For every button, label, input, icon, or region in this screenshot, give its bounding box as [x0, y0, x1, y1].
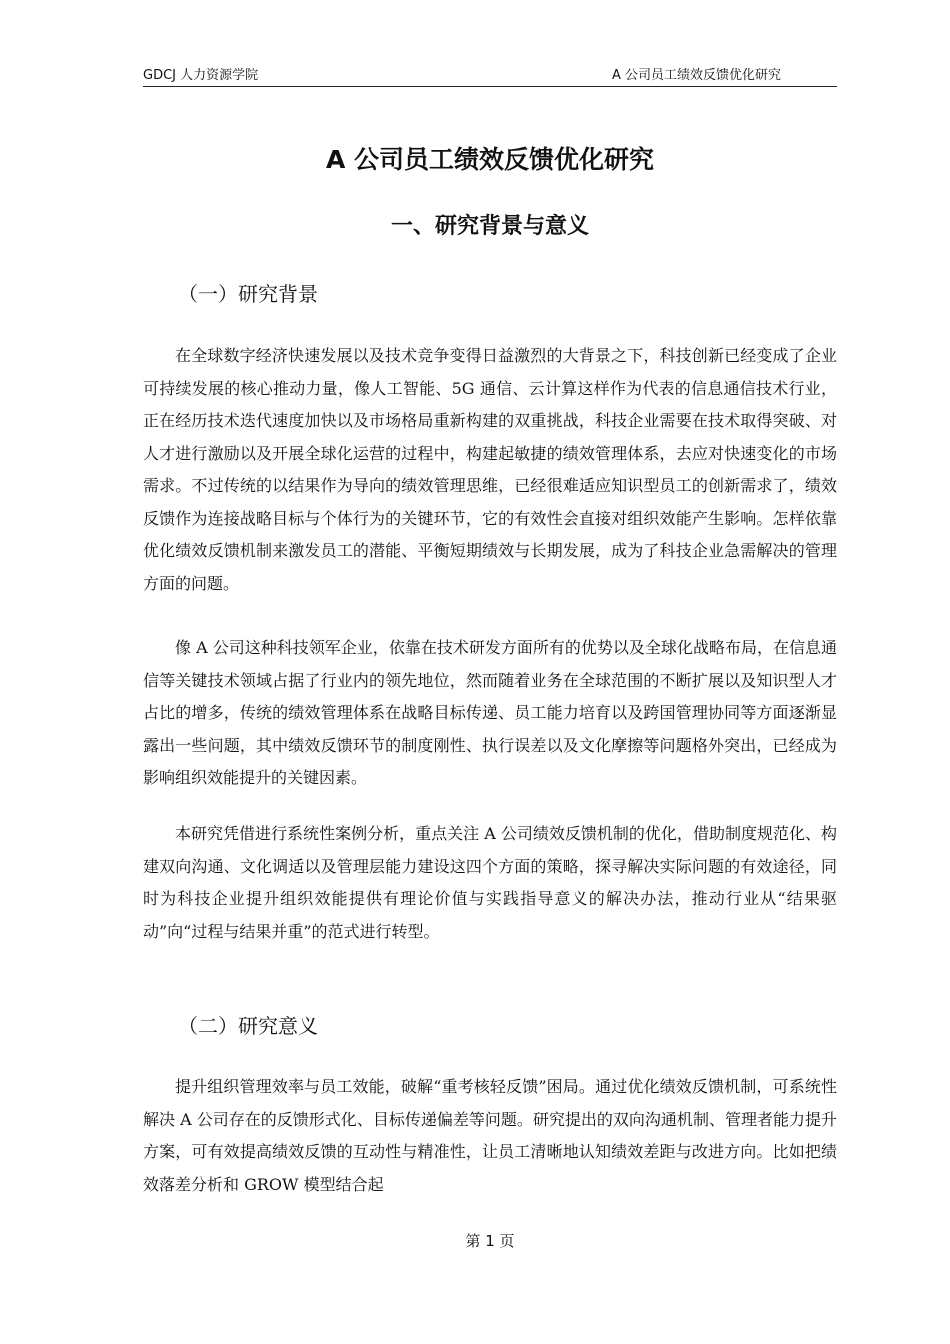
page-number: 第 1 页: [465, 1232, 515, 1250]
running-header: [143, 66, 837, 87]
header-doc-title: A 公司员工绩效反馈优化研究: [611, 68, 781, 83]
section-heading: 一、研究背景与意义: [390, 214, 589, 239]
paragraph: 提升组织管理效率与员工效能，破解“重考核轻反馈”困局。通过优化绩效反馈机制，可系统性解决 A 公司存在的反馈形式化、目标传递偏差等问题。研究提出的双向沟通机制、管理者能力提升方案，可有效提高绩效反馈的互动性与精准性，让员工清晰地认知绩效差距与改进方向。比如把绩效落差分析和 GROW 模型结合起: [143, 1077, 837, 1194]
paragraph: 在全球数字经济快速发展以及技术竞争变得日益激烈的大背景之下，科技创新已经变成了企业可持续发展的核心推动力量，像人工智能、5G 通信、云计算这样作为代表的信息通信技术行业，正在经历技术迭代速度加快以及市场格局重新构建的双重挑战，科技企业需要在技术取得突破、对人才进行激励以及开展全球化运营的过程中，构建起敏捷的绩效管理体系，去应对快速变化的市场需求。不过传统的以结果作为导向的绩效管理思维，已经很难适应知识型员工的创新需求了，绩效反馈作为连接战略目标与个体行为的关键环节，它的有效性会直接对组织效能产生影响。怎样依靠优化绩效反馈机制来激发员工的潜能、平衡短期绩效与长期发展，成为了科技企业急需解决的管理方面的问题。: [143, 346, 837, 593]
header-institution: GDCJ 人力资源学院: [143, 68, 259, 83]
document-title: A 公司员工绩效反馈优化研究: [325, 145, 655, 174]
subsection-heading-background: （一）研究背景: [178, 282, 318, 306]
paragraph: 本研究凭借进行系统性案例分析，重点关注 A 公司绩效反馈机制的优化，借助制度规范化、构建双向沟通、文化调适以及管理层能力建设这四个方面的策略，探寻解决实际问题的有效途径，同时为科技企业提升组织效能提供有理论价值与实践指导意义的解决办法，推动行业从“结果驱动”向“过程与结果并重”的范式进行转型。: [143, 824, 837, 941]
paragraph: 像 A 公司这种科技领军企业，依靠在技术研发方面所有的优势以及全球化战略布局，在信息通信等关键技术领域占据了行业内的领先地位，然而随着业务在全球范围的不断扩展以及知识型人才占比的增多，传统的绩效管理体系在战略目标传递、员工能力培育以及跨国管理协同等方面逐渐显露出一些问题，其中绩效反馈环节的制度刚性、执行误差以及文化摩擦等问题格外突出，已经成为影响组织效能提升的关键因素。: [143, 638, 837, 787]
subsection-heading-significance: （二）研究意义: [178, 1014, 318, 1038]
